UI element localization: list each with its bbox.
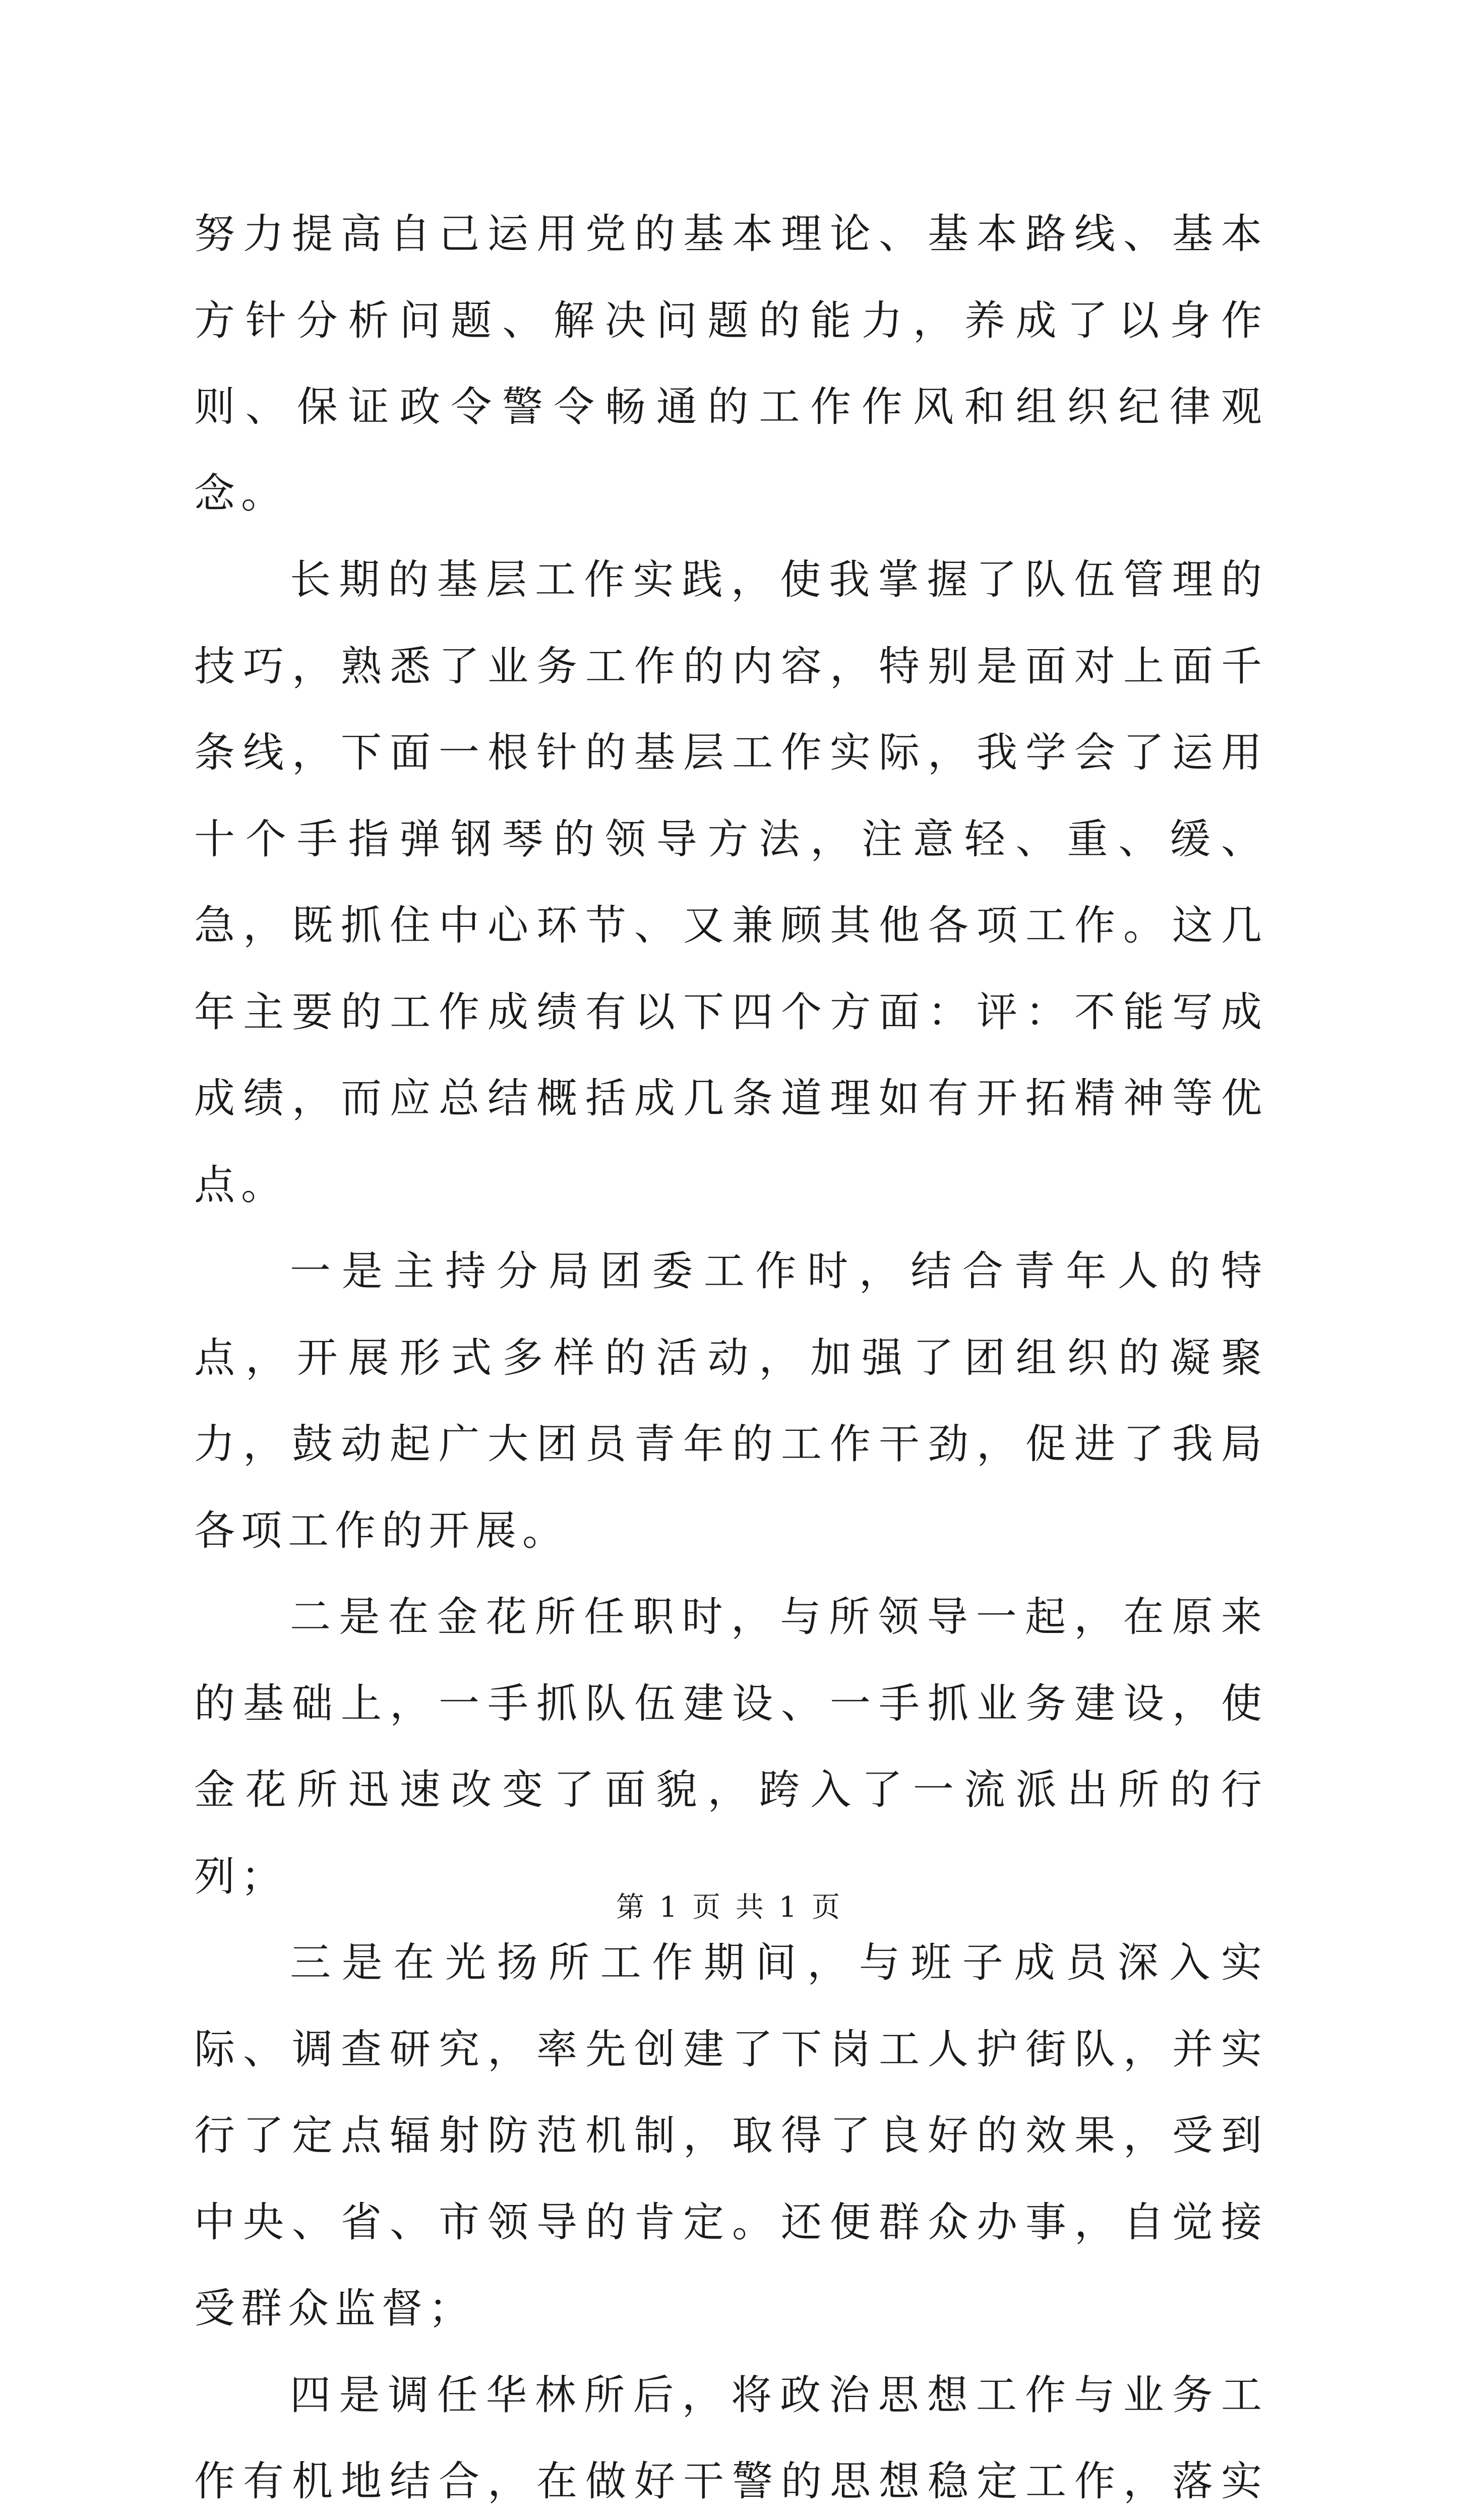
paragraph-grassroots-practice: 长期的基层工作实践，使我掌握了队伍管理的技巧，熟悉了业务工作的内容，特别是面对上面千条线，下面一根针的基层工作实际，我学会了运用十个手指弹钢琴的领导方法，注意轻、重、缓、急，既抓住中心环节、又兼顾其他各项工作。这几年主要的工作成绩有以下四个方面：评：不能写成成绩，而应总结概括成几条道理如有开拓精神等优点。 [194, 537, 1268, 1229]
page-footer: 第 1 页 共 1 页 [0, 1885, 1459, 1925]
paragraph-item-three: 三是在光扬所工作期间，与班子成员深入实际、调查研究，率先创建了下岗工人护街队，并实行了定点辐射防范机制，取得了良好的效果，受到中央、省、市领导的肯定。还便群众办事，自觉接受群众监督； [194, 1920, 1268, 2353]
paragraph-item-two: 二是在金花所任职时，与所领导一起，在原来的基础上，一手抓队伍建设、一手抓业务建设，使金花所迅速改变了面貌，跨入了一流派出所的行列； [194, 1574, 1268, 1920]
paragraph-continuation: 努力提高自己运用党的基本理论、基本路线、基本方针分析问题、解决问题的能力，养成了以身作则、保证政令警令畅通的工作作风和组织纪律观念。 [194, 192, 1268, 537]
paragraph-item-four: 四是调任华林所后，将政治思想工作与业务工作有机地结合，在做好干警的思想稳定工作，落实 [194, 2353, 1268, 2520]
paragraph-item-one: 一是主持分局团委工作时，结合青年人的特点，开展形式多样的活动，加强了团组织的凝聚力，鼓动起广大团员青年的工作干劲，促进了我局各项工作的开展。 [194, 1229, 1268, 1574]
document-body [194, 192, 1268, 2520]
